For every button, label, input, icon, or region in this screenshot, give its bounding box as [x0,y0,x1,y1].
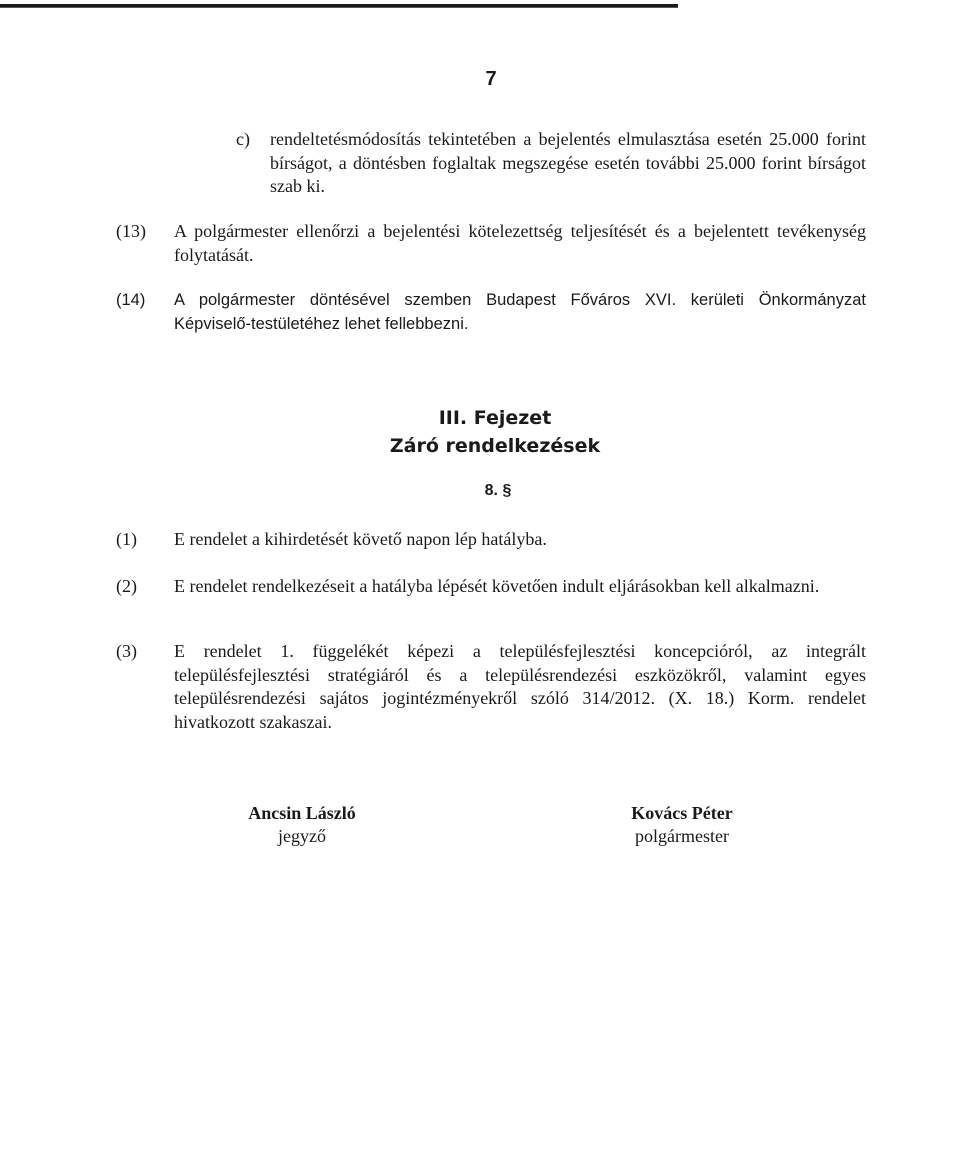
paragraph-text: A polgármester döntésével szemben Budapest Főváros XVI. kerületi Önkormányzat Képviselő-testületéhez lehet fellebbezni. [174,291,866,333]
signatory-name: Ancsin László [248,803,356,823]
signatory-title: polgármester [635,826,729,846]
paragraph-text: A polgármester ellenőrzi a bejelentési kötelezettség teljesítését és a bejelentett tevékenység folytatását. [174,221,866,265]
signature-block-notary [202,802,402,848]
paragraph-marker: (13) [116,221,146,241]
paragraph-c [236,128,866,200]
final-paragraph-3 [116,640,866,736]
paragraph-marker: (2) [116,576,137,596]
signatory-title: jegyző [278,826,326,846]
paragraph-marker: (14) [116,291,146,309]
paragraph-marker: c) [236,129,250,149]
signatory-name: Kovács Péter [631,803,733,823]
paragraph-14 [116,289,866,339]
signature-block-mayor [582,802,782,848]
paragraph-text: E rendelet 1. függelékét képezi a településfejlesztési koncepcióról, az integrált településfejlesztési stratégiáról és a településrendezési eszközökről, valamint egyes településrendezési sajátos jogintézményekről szóló 314/2012. (X. 18.) Korm. rendelet hivatkozott szakaszai. [174,641,866,732]
paragraph-marker: (3) [116,641,137,661]
chapter-number: III. Fejezet [438,407,552,429]
paragraph-marker: (1) [116,529,137,549]
paragraph-text: E rendelet a kihirdetését követő napon lép hatályba. [174,529,547,549]
section-mark: 8. § [484,482,512,499]
final-paragraph-2 [116,575,866,625]
paragraph-text: rendeltetésmódosítás tekintetében a bejelentés elmulasztása esetén 25.000 forint bírságot, a döntésben foglaltak megszegése esetén további 25.000 forint bírságot szab ki. [270,129,866,196]
top-border-rule-thin [0,7,678,8]
paragraph-13 [116,220,866,270]
page-number: 7 [485,68,497,90]
chapter-title: Záró rendelkezések [389,435,601,457]
final-paragraph-1 [116,528,866,554]
paragraph-text: E rendelet rendelkezéseit a hatályba lépését követően indult eljárásokban kell alkalmazni. [174,576,820,596]
